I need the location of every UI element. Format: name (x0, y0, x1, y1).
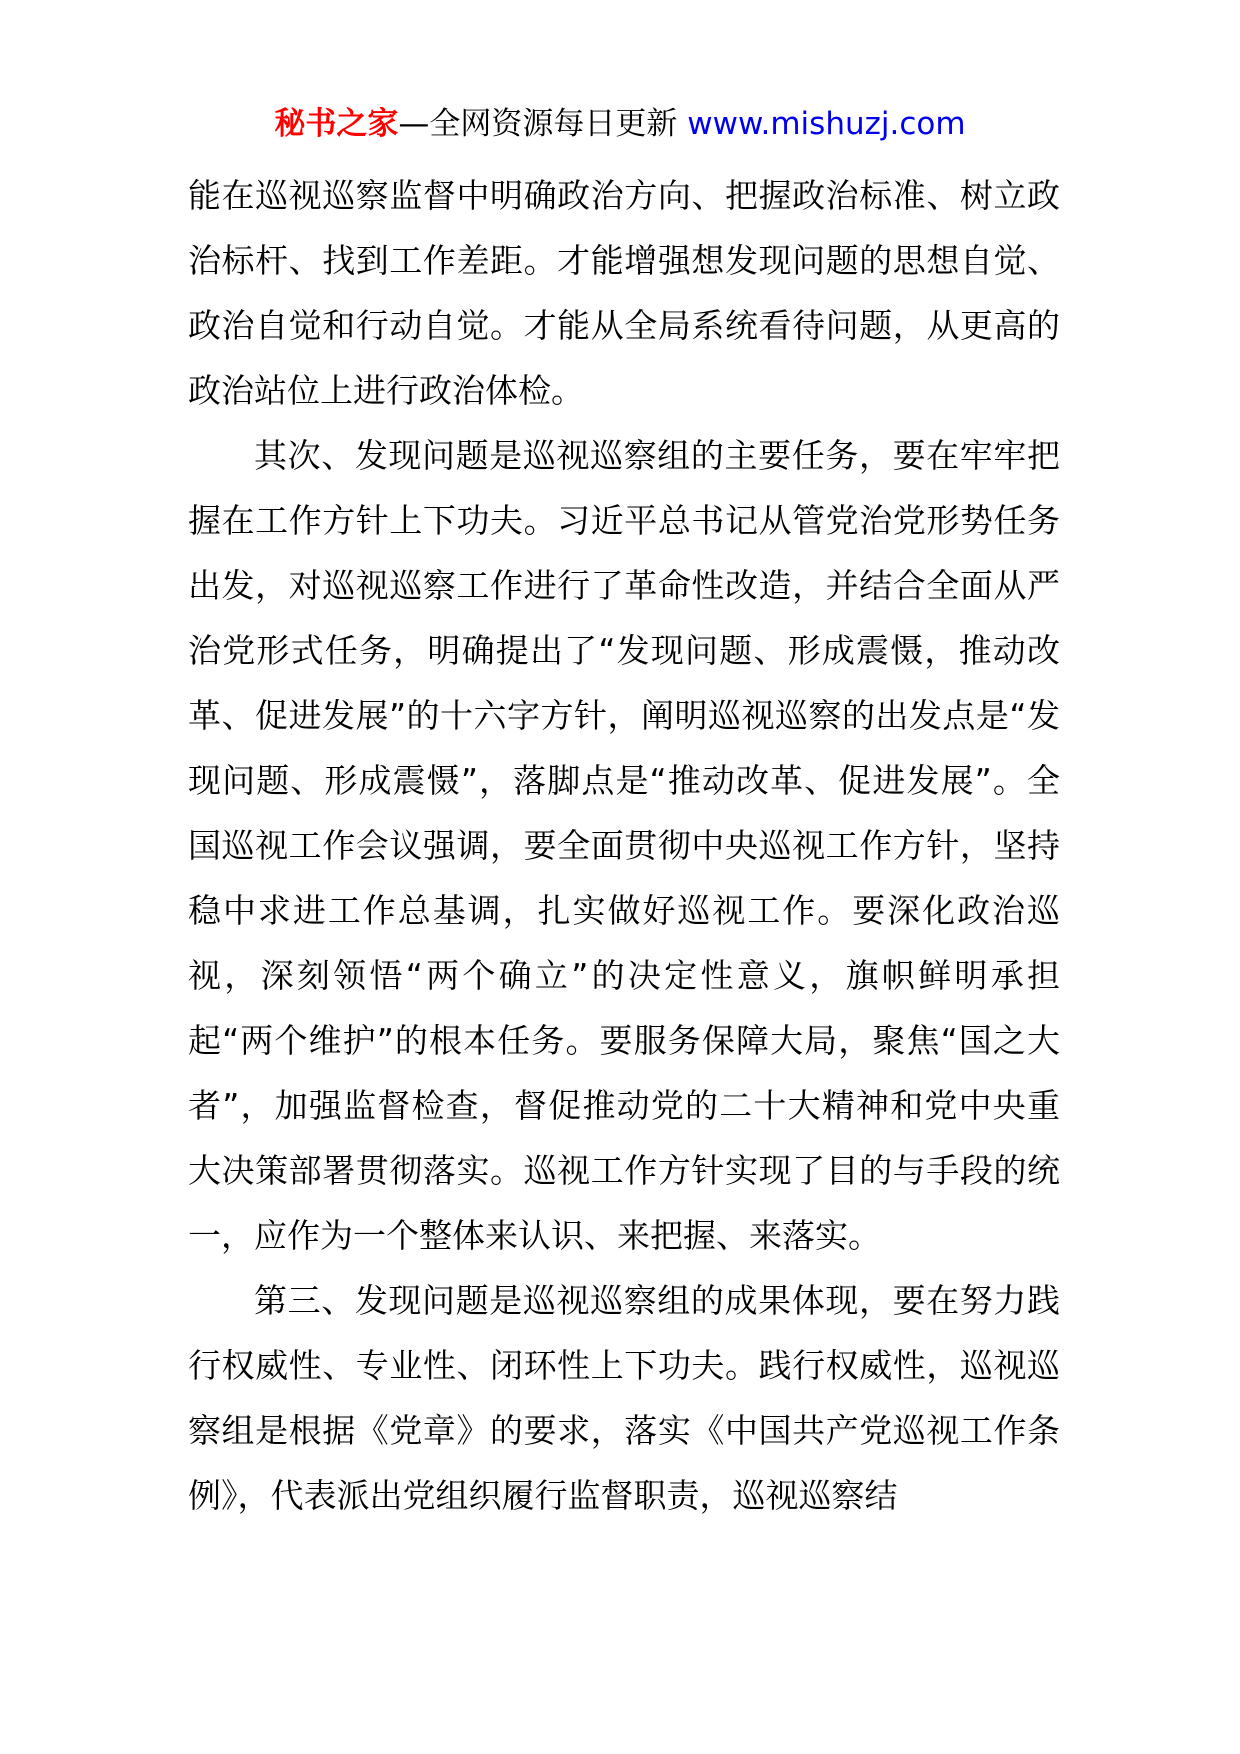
paragraph: 其次、发现问题是巡视巡察组的主要任务，要在牢牢把握在工作方针上下功夫。习近平总书记从管党治党形势任务出发，对巡视巡察工作进行了革命性改造，并结合全面从严治党形式任务，明确提出了“发现问题、形成震慑，推动改革、促进发展”的十六字方针，阐明巡视巡察的出发点是“发现问题、形成震慑”，落脚点是“推动改革、促进发展”。全国巡视工作会议强调，要全面贯彻中央巡视工作方针，坚持稳中求进工作总基调，扎实做好巡视工作。要深化政治巡视，深刻领悟“两个确立”的决定性意义，旗帜鲜明承担起“两个维护”的根本任务。要服务保障大局，聚焦“国之大者”，加强监督检查，督促推动党的二十大精神和党中央重大决策部署贯彻落实。巡视工作方针实现了目的与手段的统一，应作为一个整体来认识、来把握、来落实。 (188, 436, 1060, 1255)
paragraph: 能在巡视巡察监督中明确政治方向、把握政治标准、树立政治标杆、找到工作差距。才能增强想发现问题的思想自觉、政治自觉和行动自觉。才能从全局系统看待问题，从更高的政治站位上进行政治体检。 (188, 176, 1060, 410)
site-header (0, 98, 1240, 150)
paragraph: 第三、发现问题是巡视巡察组的成果体现，要在努力践行权威性、专业性、闭环性上下功夫。践行权威性，巡视巡察组是根据《党章》的要求，落实《中国共产党巡视工作条例》，代表派出党组织履行监督职责，巡视巡察结 (188, 1281, 1060, 1515)
site-tagline: —全网资源每日更新 (398, 106, 678, 142)
site-brand: 秘书之家 (274, 106, 399, 142)
site-url-link[interactable]: www.mishuzj.com (687, 106, 966, 142)
document-body (188, 163, 1060, 1528)
